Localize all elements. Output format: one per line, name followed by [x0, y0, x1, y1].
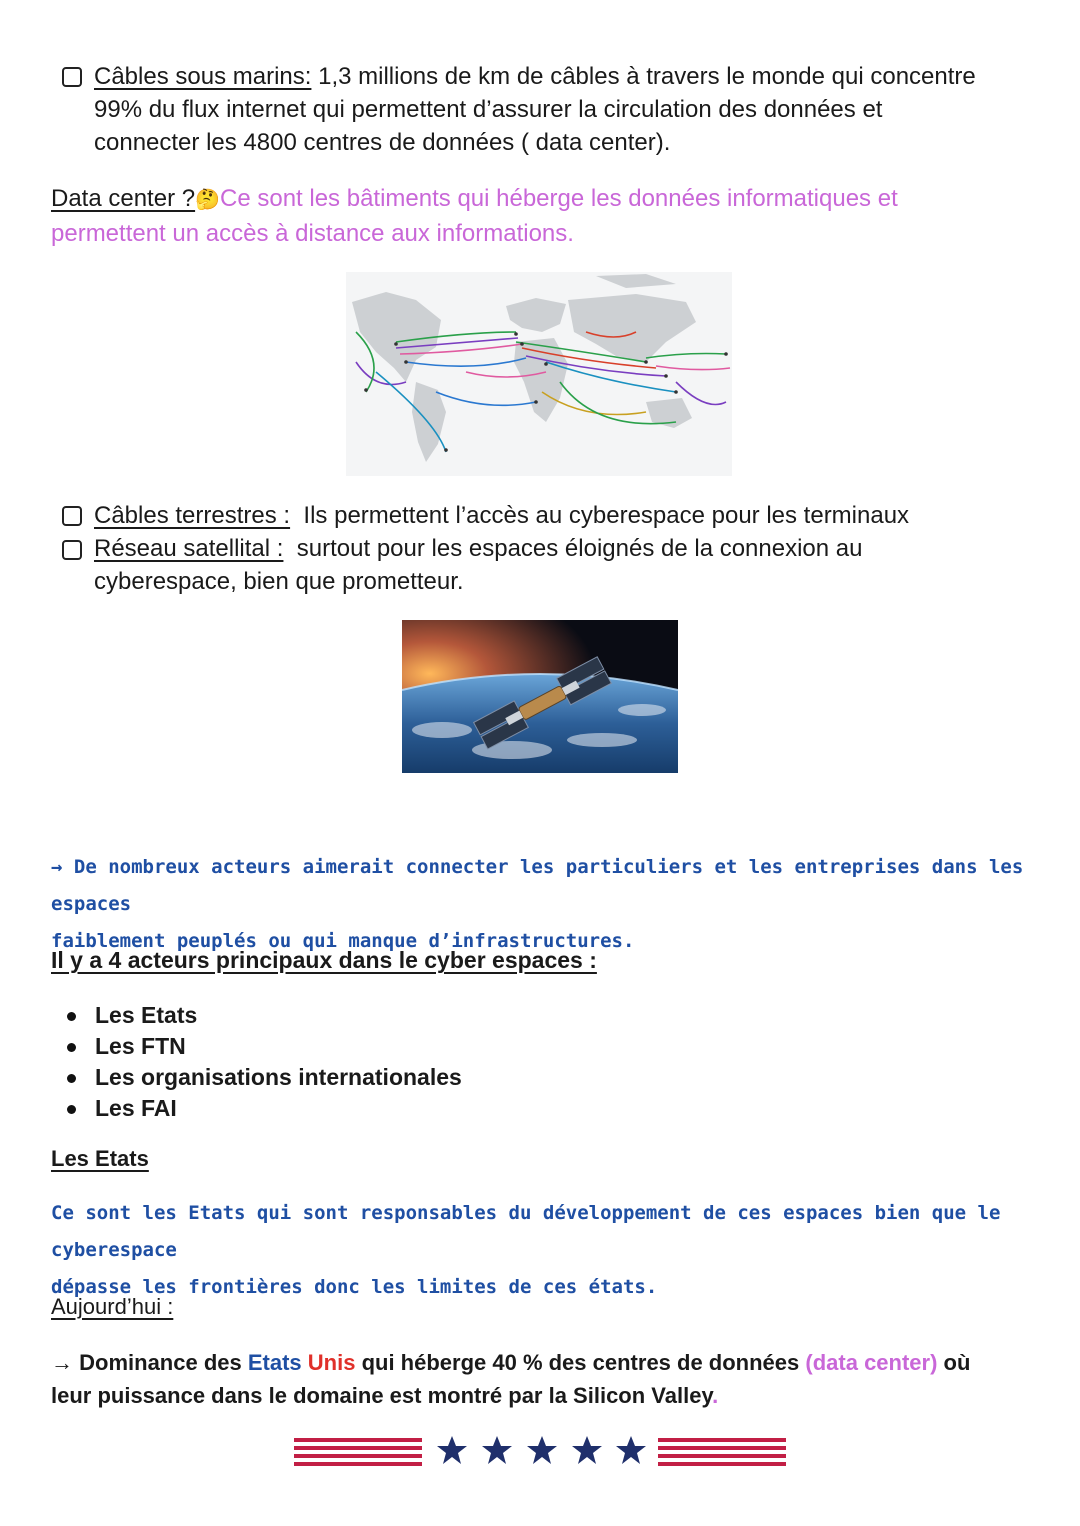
today-text: → Dominance des Etats Unis qui héberge 40 % des centres de données (data center) où leur puissance dans le domaine est montré par la Silicon Valley. [51, 1350, 971, 1408]
etats-heading: Les Etats [51, 1146, 149, 1171]
actors-heading: Il y a 4 acteurs principaux dans le cyber espaces : [51, 947, 597, 973]
section1-text: Câbles sous marins: 1,3 millions de km de câbles à travers le monde qui concentre 99% du flux internet qui permettent d’assurer la circulation des données et connecter les 4800 centres de données ( data center). [94, 63, 976, 156]
list-item: Les FTN [51, 1031, 651, 1062]
checkbox-icon[interactable] [62, 67, 82, 87]
checkbox-icon[interactable] [62, 540, 82, 560]
etats-text: Ce sont les Etats qui sont responsables du développement de ces espaces bien que le cyberespace dépasse les frontières donc les limites de ces états. [51, 1202, 1001, 1298]
stars-stripes-svg [294, 1432, 786, 1468]
star-icon [616, 1436, 646, 1464]
section1-label: Câbles sous marins: [94, 63, 312, 90]
terrestrial-cables-item: Câbles terrestres : Ils permettent l’accès au cyberespace pour les terminaux [94, 502, 910, 529]
star-icon [572, 1436, 602, 1464]
satellite-label: Réseau satellital : [94, 535, 284, 562]
flag-decoration [294, 1432, 786, 1468]
actors-list [51, 1000, 651, 1124]
star-icon [482, 1436, 512, 1464]
today-heading: Aujourd’hui : [51, 1294, 174, 1319]
checkbox-icon[interactable] [62, 506, 82, 526]
terrestrial-label: Câbles terrestres : [94, 502, 291, 529]
submarine-cable-map [346, 272, 732, 476]
star-icon [527, 1436, 557, 1464]
satellite-network-item: Réseau satellital : surtout pour les espaces éloignés de la connexion au cyberespace, bien que prometteur. [94, 535, 863, 595]
list-item: Les Etats [51, 1000, 651, 1031]
datacenter-definition: Data center ?🤔Ce sont les bâtiments qui héberge les données informatiques et permettent un accès à distance aux informations. [51, 185, 898, 247]
list-item: Les organisations internationales [51, 1062, 651, 1093]
satellite-image [402, 620, 678, 773]
list-item: Les FAI [51, 1093, 651, 1124]
star-icon [437, 1436, 467, 1464]
datacenter-label: Data center ? [51, 185, 196, 212]
satellite-svg [402, 620, 678, 773]
world-map-svg [346, 272, 732, 476]
actors-note: → De nombreux acteurs aimerait connecter les particuliers et les entreprises dans les espaces faiblement peuplés ou qui manque d’infrastructures. [51, 856, 1024, 952]
thinking-emoji-icon: 🤔 [195, 189, 220, 211]
